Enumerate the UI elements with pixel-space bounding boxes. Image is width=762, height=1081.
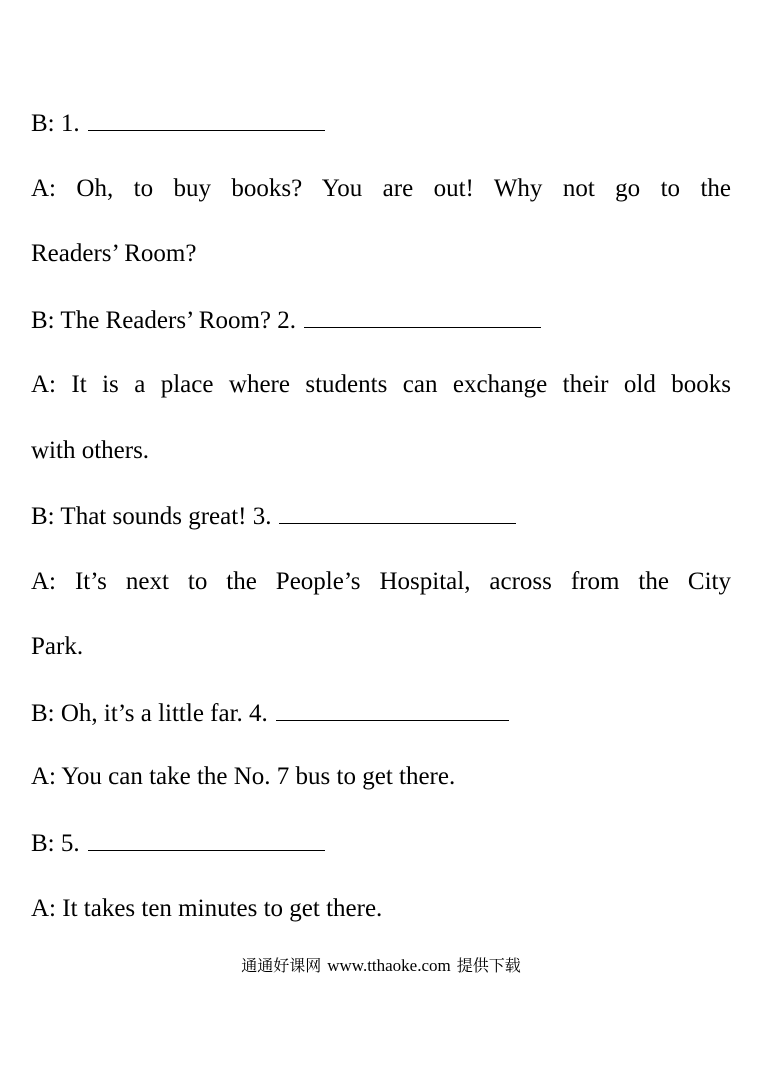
dialogue-line-2: A: Oh, to buy books? You are out! Why not go to the [31,175,731,202]
dialogue-line-7 [31,501,516,532]
dialogue-line-6: with others. [31,437,150,464]
page-footer [0,955,762,977]
speaker-text: B: That sounds great! 3. [31,503,272,530]
dialogue-line-4 [31,305,541,336]
dialogue-line-1 [31,108,325,139]
dialogue-line-5: A: It is a place where students can exchange their old books [31,371,731,398]
answer-blank-5[interactable] [88,828,325,851]
dialogue-line-8: A: It’s next to the People’s Hospital, across from the City [31,568,731,595]
dialogue-line-3: Readers’ Room? [31,240,197,267]
speaker-text: B: 1. [31,110,80,137]
dialogue-line-12 [31,828,325,859]
dialogue-line-9: Park. [31,633,84,660]
answer-blank-2[interactable] [304,305,541,328]
speaker-text: B: Oh, it’s a little far. 4. [31,700,268,727]
dialogue-line-13: A: It takes ten minutes to get there. [31,895,383,922]
footer-download-text: 提供下载 [456,956,521,975]
answer-blank-1[interactable] [88,108,325,131]
dialogue-line-10 [31,698,509,729]
answer-blank-4[interactable] [276,698,509,721]
footer-url: www.tthaoke.com [327,956,451,975]
speaker-text: B: The Readers’ Room? 2. [31,307,296,334]
speaker-text: B: 5. [31,830,80,857]
footer-site-name: 通通好课网 [241,956,322,975]
dialogue-line-11: A: You can take the No. 7 bus to get there. [31,763,456,790]
answer-blank-3[interactable] [279,501,516,524]
